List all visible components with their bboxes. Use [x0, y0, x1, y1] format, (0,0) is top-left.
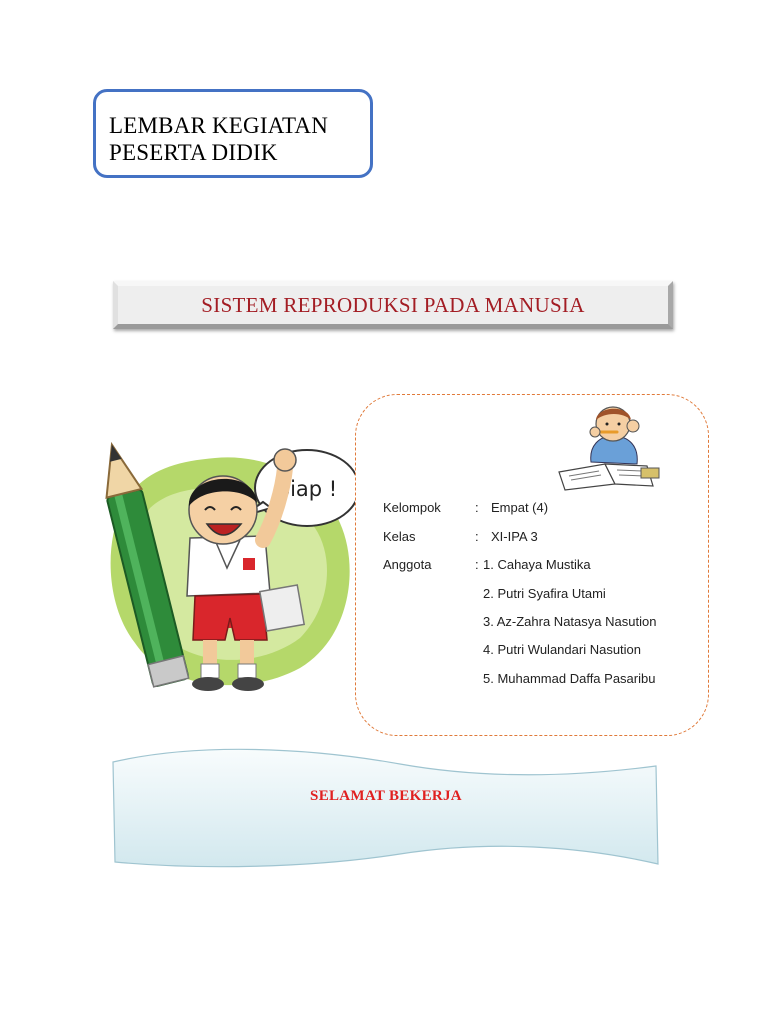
student-pencil-illustration [95, 428, 365, 696]
closing-banner [110, 748, 662, 872]
kelas-value: XI-IPA 3 [491, 529, 538, 544]
member-item: 2. Putri Syafira Utami [483, 586, 606, 601]
topic-bar [113, 281, 673, 329]
studying-boy-illustration [555, 402, 665, 492]
kelompok-label: Kelompok [383, 500, 441, 515]
kelas-colon: : [475, 529, 479, 544]
kelompok-colon: : [475, 500, 479, 515]
kelompok-value: Empat (4) [491, 500, 549, 515]
anggota-label: Anggota [383, 557, 432, 572]
worksheet-title-line1: LEMBAR KEGIATAN [109, 113, 329, 138]
anggota-colon: : [475, 557, 479, 572]
member-item: 3. Az-Zahra Natasya Nasution [483, 614, 657, 629]
member-item: 5. Muhammad Daffa Pasaribu [483, 671, 656, 686]
closing-text: SELAMAT BEKERJA [310, 788, 462, 804]
member-item: 4. Putri Wulandari Nasution [483, 642, 642, 657]
worksheet-title-line2: PESERTA DIDIK [109, 140, 278, 165]
member-item: 1. Cahaya Mustika [483, 557, 591, 572]
speech-bubble-text: Siap ! [276, 477, 338, 501]
worksheet-title-box [93, 89, 373, 178]
kelas-label: Kelas [383, 529, 416, 544]
topic-title: SISTEM REPRODUKSI PADA MANUSIA [201, 292, 585, 317]
